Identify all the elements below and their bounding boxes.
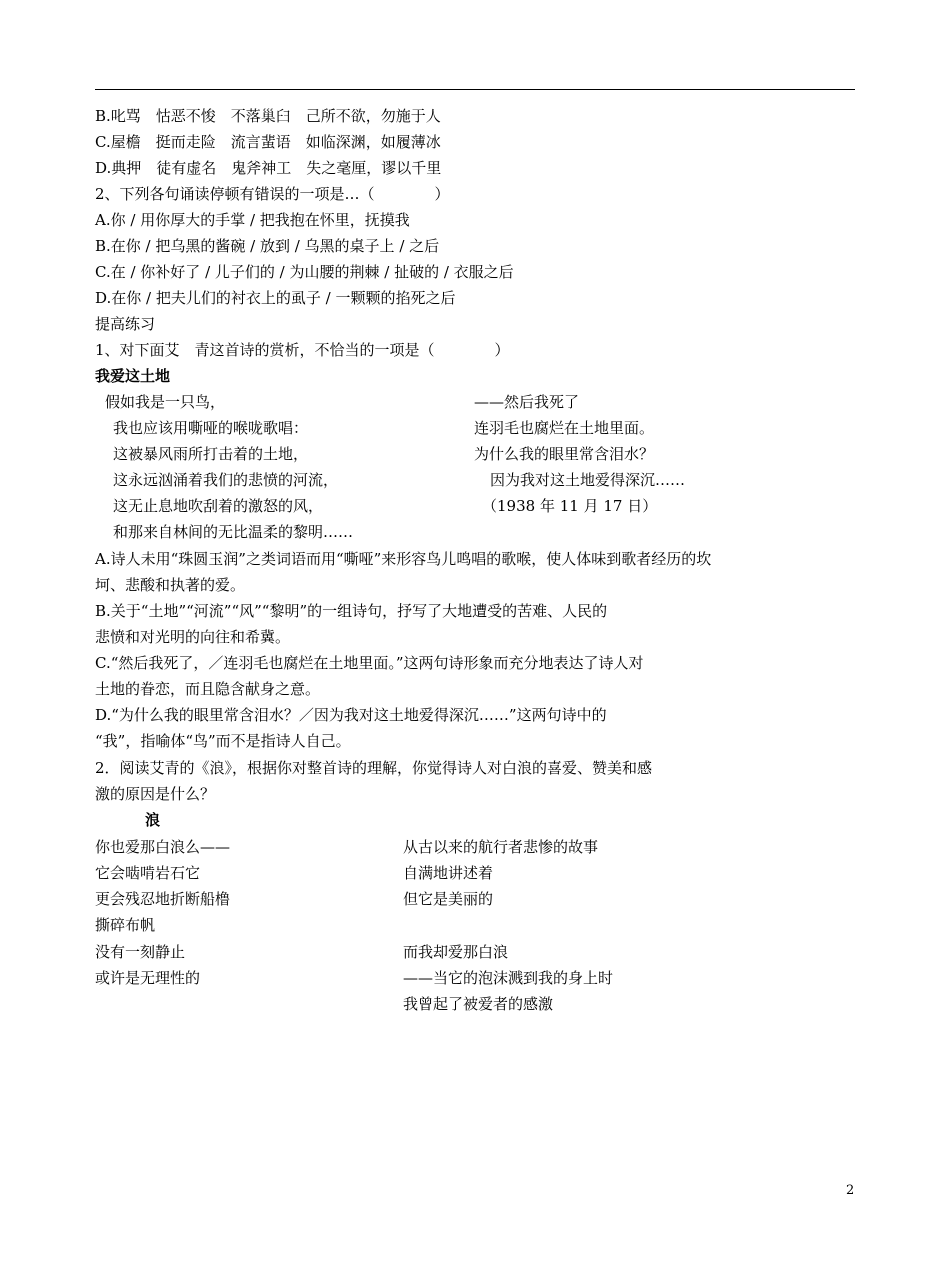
option-c: C.屋檐 挺而走险 流言蜚语 如临深渊，如履薄冰 xyxy=(95,133,441,151)
p1-option-c: C.“然后我死了，／连羽毛也腐烂在土地里面。”这两句诗形象而充分地表达了诗人对 xyxy=(95,654,644,672)
header-rule xyxy=(95,89,855,90)
poem1-right-line: ——然后我死了 xyxy=(474,393,580,411)
option-b: B.叱骂 怙恶不悛 不落巢臼 己所不欲，勿施于人 xyxy=(95,107,441,125)
practice-1-stem: 1、对下面艾 青这首诗的赏析，不恰当的一项是（ ） xyxy=(95,341,510,359)
poem1-left-line: 这被暴风雨所打击着的土地， xyxy=(113,445,309,463)
q2-option-c: C.在 / 你补好了 / 儿子们的 / 为山腰的荆棘 / 扯破的 / 衣服之后 xyxy=(95,263,514,281)
poem1-date: （1938 年 11 月 17 日） xyxy=(482,497,658,515)
page-number: 2 xyxy=(846,1183,855,1198)
poem1-left-line: 我也应该用嘶哑的喉咙歌唱： xyxy=(113,419,309,437)
question-2-stem: 2、下列各句诵读停顿有错误的一项是…（ ） xyxy=(95,185,450,203)
poem1-left-line: 假如我是一只鸟， xyxy=(105,393,226,411)
practice-2-stem-cont: 激的原因是什么？ xyxy=(95,785,216,803)
poem2-right-line: 而我却爱那白浪 xyxy=(403,943,509,961)
poem1-left-line: 这永远汹涌着我们的悲愤的河流， xyxy=(113,471,339,489)
poem1-right-line: 为什么我的眼里常含泪水？ xyxy=(474,445,655,463)
poem2-left-line: 没有一刻静止 xyxy=(95,943,186,961)
poem2-right-line: 从古以来的航行者悲惨的故事 xyxy=(403,838,599,856)
q2-option-a: A.你 / 用你厚大的手掌 / 把我抱在怀里，抚摸我 xyxy=(95,211,410,229)
section-title: 提高练习 xyxy=(95,315,156,333)
p1-option-d: D.“为什么我的眼里常含泪水？／因为我对这土地爱得深沉……”这两句诗中的 xyxy=(95,706,607,724)
p1-option-c-cont: 土地的眷恋，而且隐含献身之意。 xyxy=(95,680,321,698)
option-d: D.典押 徒有虚名 鬼斧神工 失之毫厘，谬以千里 xyxy=(95,159,442,177)
poem2-right-line: ——当它的泡沫溅到我的身上时 xyxy=(403,969,614,987)
poem1-left-line: 和那来自林间的无比温柔的黎明…… xyxy=(113,523,354,541)
poem-title-wave: 浪 xyxy=(145,811,161,829)
p1-option-d-cont: “我”，指喻体“鸟”而不是指诗人自己。 xyxy=(95,732,351,750)
p1-option-b: B.关于“土地”“河流”“风”“黎明”的一组诗句，抒写了大地遭受的苦难、人民的 xyxy=(95,602,608,620)
poem2-right-line: 但它是美丽的 xyxy=(403,890,494,908)
p1-option-a-cont: 坷、悲酸和执著的爱。 xyxy=(95,576,246,594)
poem-title-land: 我爱这土地 xyxy=(95,367,171,385)
practice-2-stem: 2．阅读艾青的《浪》，根据你对整首诗的理解，你觉得诗人对白浪的喜爱、赞美和感 xyxy=(95,759,653,777)
poem1-right-line: 连羽毛也腐烂在土地里面。 xyxy=(474,419,655,437)
poem2-left-line: 或许是无理性的 xyxy=(95,969,201,987)
q2-option-b: B.在你 / 把乌黑的酱碗 / 放到 / 乌黑的桌子上 / 之后 xyxy=(95,237,440,255)
poem1-left-line: 这无止息地吹刮着的激怒的风， xyxy=(113,497,324,515)
p1-option-a: A.诗人未用“珠圆玉润”之类词语而用“嘶哑”来形容鸟儿鸣唱的歌喉，使人体味到歌者经历的坎 xyxy=(95,550,712,568)
poem1-right-line: 因为我对这土地爱得深沉…… xyxy=(490,471,686,489)
p1-option-b-cont: 悲愤和对光明的向往和希冀。 xyxy=(95,628,291,646)
poem2-left-line: 撕碎布帆 xyxy=(95,916,156,934)
poem2-right-line: 我曾起了被爱者的感激 xyxy=(403,995,554,1013)
poem2-left-line: 更会残忍地折断船橹 xyxy=(95,890,231,908)
poem2-left-line: 它会啮啃岩石它 xyxy=(95,864,201,882)
poem2-left-line: 你也爱那白浪么—— xyxy=(95,838,231,856)
q2-option-d: D.在你 / 把夫儿们的衬衣上的虱子 / 一颗颗的掐死之后 xyxy=(95,289,456,307)
poem2-right-line: 自满地讲述着 xyxy=(403,864,494,882)
